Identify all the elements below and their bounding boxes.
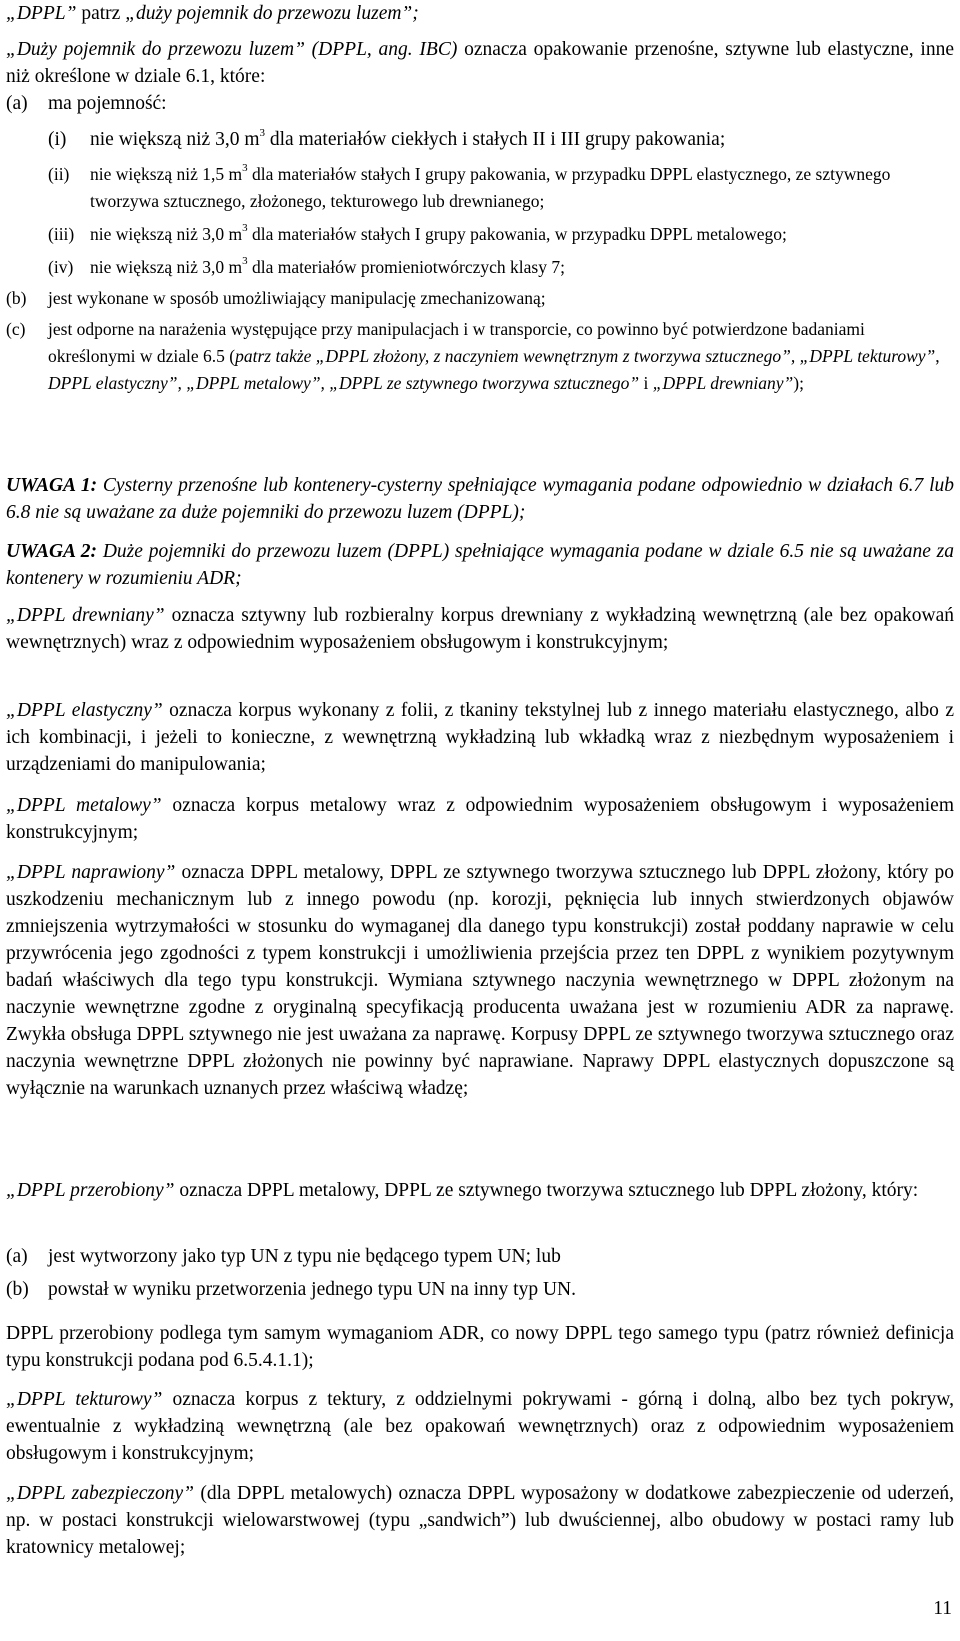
def-naprawiony: „DPPL naprawiony” oznacza DPPL metalowy, DPPL ze sztywnego tworzywa sztucznego lub DPPL złożony, który po uszkodzeniu mechanicznym lub z innego powodu (np. korozji, pęknięcia lub innych stwierdzonych objawów zmniejszenia wytrzymałości w stosunku do wymaganej dla danego typu konstrukcji) został poddany naprawie w celu przywrócenia jego zgodności z typem konstrukcji i umożliwienia przejścia przez ten DPPL z wynikiem pozytywnym badań właściwych dla tego typu konstrukcji. Wymiana sztywnego naczynia wewnętrznego w DPPL złożonym na naczynie wewnętrzne zgodne z oryginalną specyfikacją producenta uważana jest w rozumieniu ADR za naprawę. Zwykła obsługa DPPL sztywnego nie jest uważana za naprawę. Korpusy DPPL ze sztywnego tworzywa sztucznego oraz naczynia wewnętrzne DPPL złożonych nie powinny być naprawiane. Naprawy DPPL elastycznych dopuszczone są wyłącznie na warunkach uznanych przez właściwą władzę; — [6, 862, 954, 1099]
reference: „duży pojemnik do przewozu luzem”; — [125, 3, 419, 24]
przerobiony-list — [6, 1243, 954, 1303]
def-elastyczny: „DPPL elastyczny” oznacza korpus wykonany z folii, z tkaniny tekstylnej lub z innego materiału elastycznego, albo z ich kombinacji, i jeżeli to konieczne, z wewnętrzną wykładziną lub wkładką wraz z niezbędnym wyposażeniem i urządzeniami do manipulowania; — [6, 700, 954, 775]
przerobiony-note: DPPL przerobiony podlega tym samym wymaganiom ADR, co nowy DPPL tego samego typu (patrz również definicja typu konstrukcji podana pod 6.5.4.1.1); — [6, 1323, 954, 1371]
item-b: (b) jest wykonane w sposób umożliwiający manipulację zmechanizowaną; — [6, 288, 546, 308]
term: „DPPL naprawiony” — [6, 862, 176, 883]
text: oznacza opakowanie przenośne, sztywne lub elastyczne, inne niż określone w dziale 6.1, które: — [6, 39, 954, 87]
term: „DPPL drewniany” — [6, 605, 165, 626]
item-a: (a) jest wytworzony jako typ UN z typu nie będącego typem UN; lub — [6, 1246, 561, 1267]
item-ii: (ii) nie większą niż 1,5 $m^3$ dla materiałów stałych I grupy pakowania, w przypadku DPPL elastycznego, ze sztywnego tworzywa sztucznego, złożonego, tekturowego lub drewnianego; — [48, 162, 891, 211]
intro-line — [6, 0, 954, 27]
item-iv: (iv) nie większą niż 3,0 $m^3$ dla materiałów promieniotwórczych klasy 7; — [48, 255, 565, 277]
term: „DPPL tekturowy” — [6, 1389, 163, 1410]
term: „DPPL elastyczny” — [6, 700, 163, 721]
text: patrz — [76, 3, 126, 24]
def-metalowy: „DPPL metalowy” oznacza korpus metalowy wraz z odpowiednim wyposażeniem obsługowym i wyposażeniem konstrukcyjnym; — [6, 795, 954, 843]
item-a: (a) ma pojemność: — [6, 93, 167, 114]
item-i: (i) nie większą niż 3,0 $m^3$ dla materiałów ciekłych i stałych II i III grupy pakowania; — [48, 126, 726, 150]
note-2: UWAGA 2: Duże pojemniki do przewozu luzem (DPPL) spełniające wymagania podane w dziale 6.5 nie są uważane za kontenery w rozumieniu ADR; — [6, 541, 954, 589]
capacity-list — [6, 90, 954, 397]
def-drewniany: „DPPL drewniany” oznacza sztywny lub rozbieralny korpus drewniany z wykładziną wewnętrzną (ale bez opakowań wewnętrznych) wraz z odpowiednim wyposażeniem obsługowym i konstrukcyjnym; — [6, 605, 954, 653]
ibc-definition — [6, 36, 954, 90]
term: „DPPL zabezpieczony” — [6, 1483, 195, 1504]
def-przerobiony: „DPPL przerobiony” oznacza DPPL metalowy, DPPL ze sztywnego tworzywa sztucznego lub DPPL złożony, który: — [6, 1180, 919, 1201]
item-c: (c) jest odporne na narażenia występujące przy manipulacjach i w transporcie, co powinno być potwierdzone badaniami określonymi w dziale 6.5 (patrz także „DPPL złożony, z naczyniem wewnętrznym z tworzywa sztucznego”, „DPPL tekturowy”, DPPL elastyczny”, „DPPL metalowy”, „DPPL ze sztywnego tworzywa sztucznego” i „DPPL drewniany”); — [6, 319, 940, 393]
def-tekturowy: „DPPL tekturowy” oznacza korpus z tektury, z oddzielnymi pokrywami - górną i dolną, albo bez tych pokryw, ewentualnie z wykładziną wewnętrzną (ale bez opakowań wewnętrznych) oraz z odpowiednim wyposażeniem obsługowym i konstrukcyjnym; — [6, 1389, 954, 1464]
item-b: (b) powstał w wyniku przetworzenia jednego typu UN na inny typ UN. — [6, 1279, 577, 1300]
page-number: 11 — [933, 1598, 952, 1619]
term: „DPPL przerobiony” — [6, 1180, 175, 1201]
term: „DPPL” — [6, 3, 77, 24]
note-1: UWAGA 1: Cysterny przenośne lub kontenery-cysterny spełniające wymagania podane odpowiednio w działach 6.7 lub 6.8 nie są uważane za duże pojemniki do przewozu luzem (DPPL); — [6, 475, 954, 523]
term: „DPPL metalowy” — [6, 795, 162, 816]
term: „Duży pojemnik do przewozu luzem” (DPPL, ang. IBC) — [6, 39, 458, 60]
def-zabezpieczony: „DPPL zabezpieczony” (dla DPPL metalowych) oznacza DPPL wyposażony w dodatkowe zabezpieczenie od uderzeń, np. w postaci konstrukcji wielowarstwowej (typu „sandwich”) lub dwuściennej, albo obudowy w postaci ramy lub kratownicy metalowej; — [6, 1483, 954, 1558]
item-iii: (iii) nie większą niż 3,0 $m^3$ dla materiałów stałych I grupy pakowania, w przypadku DPPL metalowego; — [48, 222, 787, 244]
